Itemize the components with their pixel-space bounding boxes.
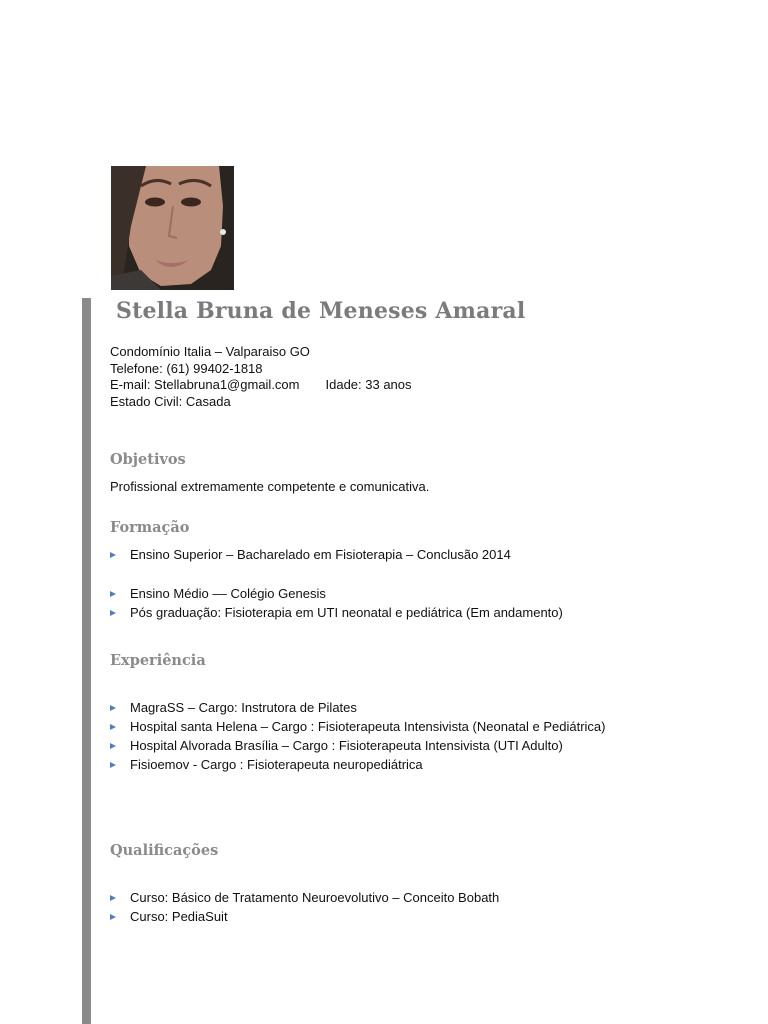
email-age-row <box>110 377 412 394</box>
list-item: Fisioemov - Cargo : Fisioterapeuta neuropediátrica <box>110 757 423 775</box>
section-title-experiencia: Experiência <box>110 652 206 669</box>
list-item: Curso: Básico de Tratamento Neuroevolutivo – Conceito Bobath <box>110 890 499 908</box>
list-item: Curso: PediaSuit <box>110 909 228 927</box>
bullet-arrow-icon <box>110 743 116 749</box>
section-title-qualificacoes: Qualificações <box>110 842 219 859</box>
bullet-arrow-icon <box>110 895 116 901</box>
address: Condomínio Italia – Valparaiso GO <box>110 344 310 359</box>
bullet-arrow-icon <box>110 610 116 616</box>
section-title-objetivos: Objetivos <box>110 451 186 468</box>
profile-photo <box>111 166 234 290</box>
list-item: Hospital santa Helena – Cargo : Fisioterapeuta Intensivista (Neonatal e Pediátrica) <box>110 719 605 737</box>
bullet-arrow-icon <box>110 914 116 920</box>
bullet-arrow-icon <box>110 724 116 730</box>
phone: Telefone: (61) 99402-1818 <box>110 360 263 376</box>
bullet-arrow-icon <box>110 762 116 768</box>
age: Idade: 33 anos <box>325 377 412 393</box>
list-item: MagraSS – Cargo: Instrutora de Pilates <box>110 700 357 718</box>
bullet-arrow-icon <box>110 552 116 558</box>
bullet-arrow-icon <box>110 705 116 711</box>
civil-status: Estado Civil: Casada <box>110 394 231 410</box>
list-item: Ensino Médio –– Colégio Genesis <box>110 586 326 604</box>
bullet-arrow-icon <box>110 591 116 597</box>
contact-block <box>110 344 412 411</box>
email: E-mail: Stellabruna1@gmail.com <box>110 377 300 393</box>
list-item: Hospital Alvorada Brasília – Cargo : Fisioterapeuta Intensivista (UTI Adulto) <box>110 738 563 756</box>
list-item: Ensino Superior – Bacharelado em Fisioterapia – Conclusão 2014 <box>110 547 511 565</box>
side-accent-bar <box>82 298 91 1024</box>
list-item: Pós graduação: Fisioterapia em UTI neonatal e pediátrica (Em andamento) <box>110 605 563 623</box>
objetivos-text: Profissional extremamente competente e comunicativa. <box>110 479 430 494</box>
candidate-name: Stella Bruna de Meneses Amaral <box>116 298 526 324</box>
section-title-formacao: Formação <box>110 519 190 536</box>
